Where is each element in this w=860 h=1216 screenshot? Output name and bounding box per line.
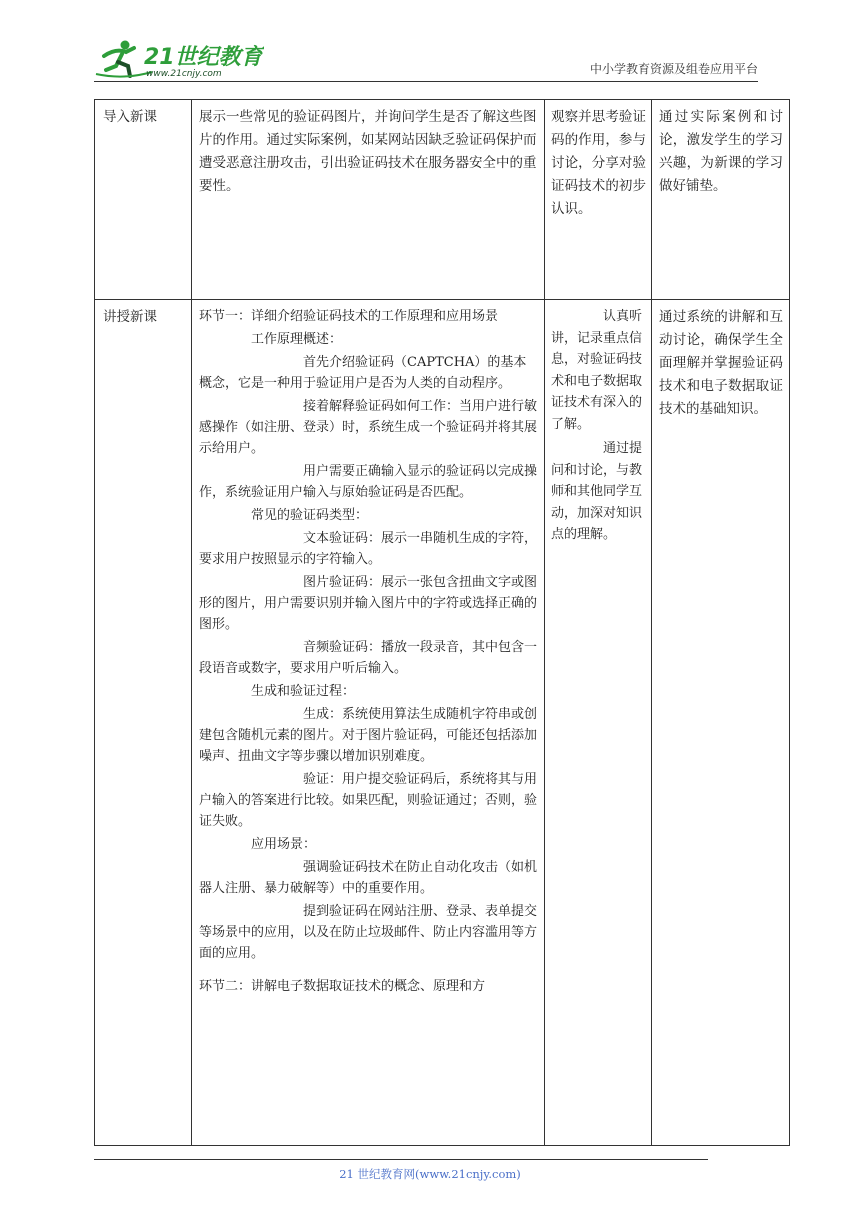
stage-cell [95, 300, 192, 1146]
page-header [94, 36, 758, 80]
teacher-paragraph: 生成：系统使用算法生成随机字符串或创建包含随机元素的图片。对于图片验证码，可能还包括添加噪声、扭曲文字等步骤以增加识别难度。 [199, 707, 538, 764]
design-intent-cell [652, 300, 790, 1146]
teacher-paragraph: 强调验证码技术在防止自动化攻击（如机器人注册、暴力破解等）中的重要作用。 [199, 860, 538, 896]
design-intent-text: 通过系统的讲解和互动讨论，确保学生全面理解并掌握验证码技术和电子数据取证技术的基础知识。 [659, 309, 783, 417]
stage-label: 导入新课 [103, 109, 157, 125]
teacher-paragraph: 常见的验证码类型： [251, 508, 369, 523]
student-activity-cell [545, 100, 652, 300]
platform-name: 中小学教育资源及组卷应用平台 [589, 62, 758, 76]
lesson-plan-table [94, 99, 790, 1146]
student-paragraph: 认真听讲，记录重点信息，对验证码技术和电子数据取证技术有深入的了解。 [551, 309, 643, 432]
table-row [95, 100, 790, 300]
teacher-paragraph: 环节二：讲解电子数据取证技术的概念、原理和方 [199, 979, 486, 994]
design-intent-cell [652, 100, 790, 300]
teacher-paragraph: 验证：用户提交验证码后，系统将其与用户输入的答案进行比较。如果匹配，则验证通过；否则，验证失败。 [199, 772, 538, 829]
header-divider [94, 81, 758, 82]
table-row [95, 300, 790, 1146]
student-activity-cell [545, 300, 652, 1146]
student-paragraph: 通过提问和讨论，与教师和其他同学互动，加深对知识点的理解。 [551, 441, 643, 542]
teacher-activity-cell [192, 300, 545, 1146]
logo-brand: 21世纪教育 [144, 45, 263, 70]
teacher-paragraph: 生成和验证过程： [251, 684, 356, 699]
footer-divider [94, 1159, 708, 1160]
teacher-paragraph: 文本验证码：展示一串随机生成的字符，要求用户按照显示的字符输入。 [199, 531, 538, 567]
teacher-paragraph: 接着解释验证码如何工作：当用户进行敏感操作（如注册、登录）时，系统生成一个验证码并将其展示给用户。 [199, 399, 538, 456]
teacher-paragraph: 音频验证码：播放一段录音，其中包含一段语音或数字，要求用户听后输入。 [199, 640, 538, 676]
teacher-activity-text: 展示一些常见的验证码图片，并询问学生是否了解这些图片的作用。通过实际案例，如某网站因缺乏验证码保护而遭受恶意注册攻击，引出验证码技术在服务器安全中的重要性。 [199, 109, 537, 194]
teacher-activity-cell [192, 100, 545, 300]
logo-url: www.21cnjy.com [146, 69, 222, 79]
student-activity-text: 观察并思考验证码的作用，参与讨论，分享对验证码技术的初步认识。 [551, 109, 646, 217]
teacher-paragraph: 提到验证码在网站注册、登录、表单提交等场景中的应用，以及在防止垃圾邮件、防止内容滥用等方面的应用。 [199, 904, 538, 961]
footer-source: 21 世纪教育网(www.21cnjy.com) [339, 1167, 521, 1181]
site-logo [94, 36, 264, 80]
design-intent-text: 通过实际案例和讨论，激发学生的学习兴趣，为新课的学习做好铺垫。 [659, 109, 783, 194]
teacher-paragraph: 环节一：详细介绍验证码技术的工作原理和应用场景 [199, 309, 499, 324]
teacher-paragraph: 首先介绍验证码（CAPTCHA）的基本概念，它是一种用于验证用户是否为人类的自动程序。 [199, 355, 527, 391]
teacher-paragraph: 工作原理概述： [251, 332, 343, 347]
teacher-paragraph: 图片验证码：展示一张包含扭曲文字或图形的图片，用户需要识别并输入图片中的字符或选择正确的图形。 [199, 575, 538, 632]
stage-cell [95, 100, 192, 300]
teacher-paragraph: 用户需要正确输入显示的验证码以完成操作，系统验证用户输入与原始验证码是否匹配。 [199, 464, 538, 500]
stage-label: 讲授新课 [103, 309, 157, 325]
teacher-paragraph: 应用场景： [251, 837, 317, 852]
